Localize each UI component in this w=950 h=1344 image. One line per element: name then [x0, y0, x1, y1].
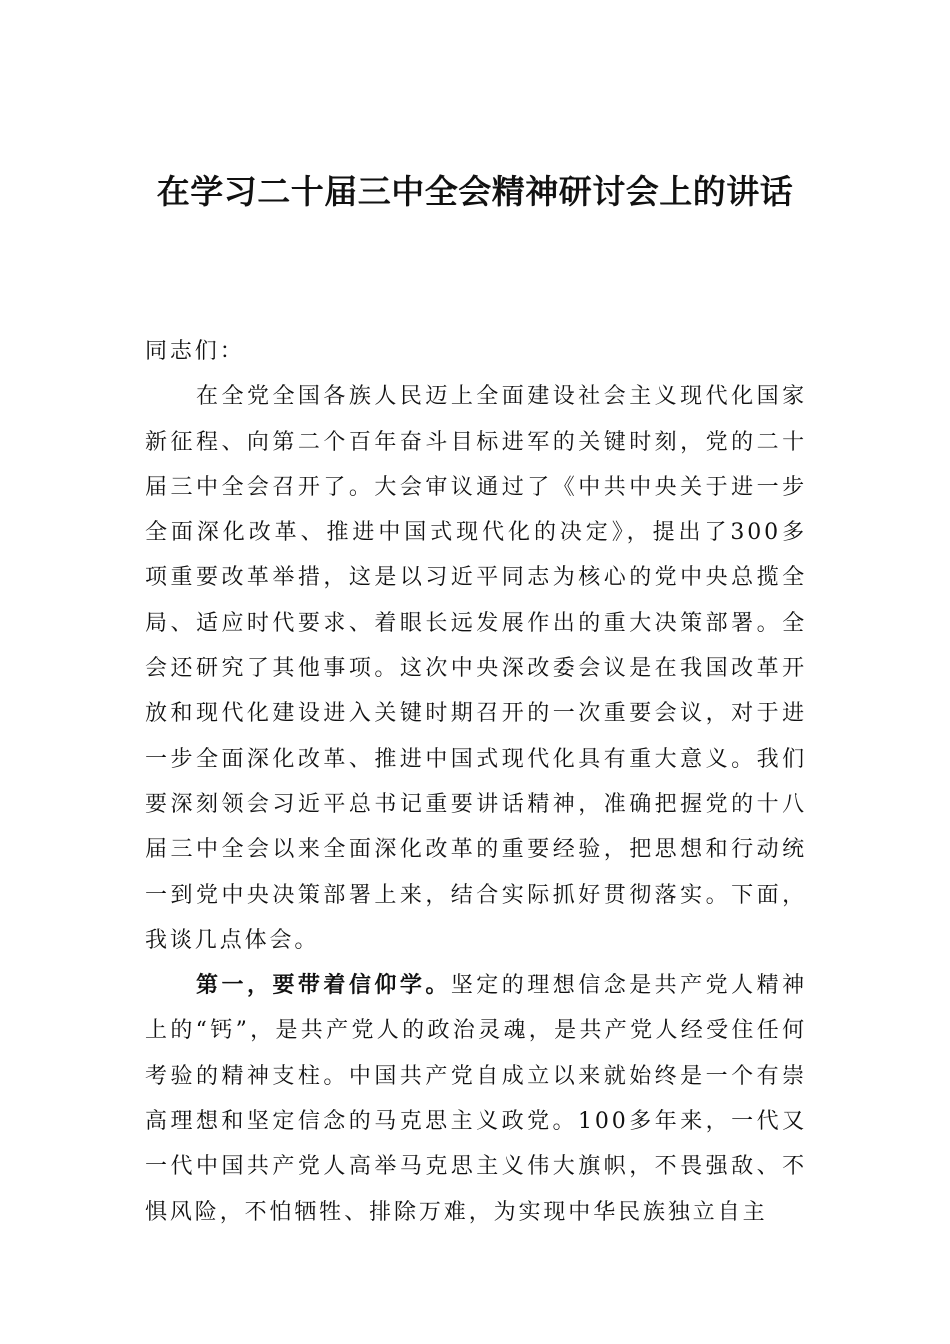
document-body [145, 329, 807, 1235]
paragraph-lead-heading: 第一，要带着信仰学。 [196, 972, 451, 999]
paragraph-first-point [145, 963, 807, 1235]
paragraph-first-point-text: 坚定的理想信念是共产党人精神上的“钙”，是共产党人的政治灵魂，是共产党人经受住任何考验的精神支柱。中国共产党自成立以来就始终是一个有崇高理想和坚定信念的马克思主义政党。100多年来，一代又一代中国共产党人高举马克思主义伟大旗帜，不畏强敌、不惧风险，不怕牺牲、排除万难，为实现中华民族独立自主 [145, 973, 807, 1225]
salutation: 同志们： [145, 339, 245, 364]
paragraph-intro: 在全党全国各族人民迈上全面建设社会主义现代化国家新征程、向第二个百年奋斗目标进军的关键时刻，党的二十届三中全会召开了。大会审议通过了《中共中央关于进一步全面深化改革、推进中国式现代化的决定》，提出了300多项重要改革举措，这是以习近平同志为核心的党中央总揽全局、适应时代要求、着眼长远发展作出的重大决策部署。全会还研究了其他事项。这次中央深改委会议是在我国改革开放和现代化建设进入关键时期召开的一次重要会议，对于进一步全面深化改革、推进中国式现代化具有重大意义。我们要深刻领会习近平总书记重要讲话精神，准确把握党的十八届三中全会以来全面深化改革的重要经验，把思想和行动统一到党中央决策部署上来，结合实际抓好贯彻落实。下面，我谈几点体会。 [145, 384, 807, 953]
document-title: 在学习二十届三中全会精神研讨会上的讲话 [156, 172, 794, 211]
